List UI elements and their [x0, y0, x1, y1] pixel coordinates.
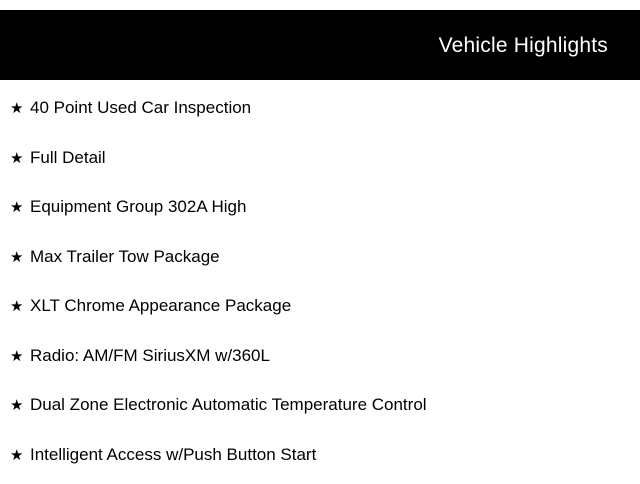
list-item: [0, 435, 640, 484]
list-item: [0, 88, 640, 138]
star-icon: ★: [10, 435, 30, 466]
highlight-label: XLT Chrome Appearance Package: [30, 286, 291, 316]
header-bar: [0, 10, 640, 80]
highlight-label: 40 Point Used Car Inspection: [30, 88, 251, 118]
star-icon: ★: [10, 88, 30, 119]
highlight-label: Intelligent Access w/Push Button Start: [30, 435, 316, 465]
highlight-label: Dual Zone Electronic Automatic Temperature Control: [30, 385, 427, 415]
list-item: [0, 336, 640, 386]
highlight-label: Equipment Group 302A High: [30, 187, 246, 217]
star-icon: ★: [10, 237, 30, 268]
star-icon: ★: [10, 286, 30, 317]
star-icon: ★: [10, 385, 30, 416]
highlight-label: Max Trailer Tow Package: [30, 237, 220, 267]
list-item: [0, 237, 640, 287]
highlight-label: Radio: AM/FM SiriusXM w/360L: [30, 336, 270, 366]
list-item: [0, 187, 640, 237]
highlight-label: Full Detail: [30, 138, 106, 168]
list-item: [0, 286, 640, 336]
list-item: [0, 385, 640, 435]
highlights-list: [0, 88, 640, 484]
list-item: [0, 138, 640, 188]
star-icon: ★: [10, 336, 30, 367]
star-icon: ★: [10, 138, 30, 169]
star-icon: ★: [10, 187, 30, 218]
page-title: Vehicle Highlights: [439, 35, 608, 56]
